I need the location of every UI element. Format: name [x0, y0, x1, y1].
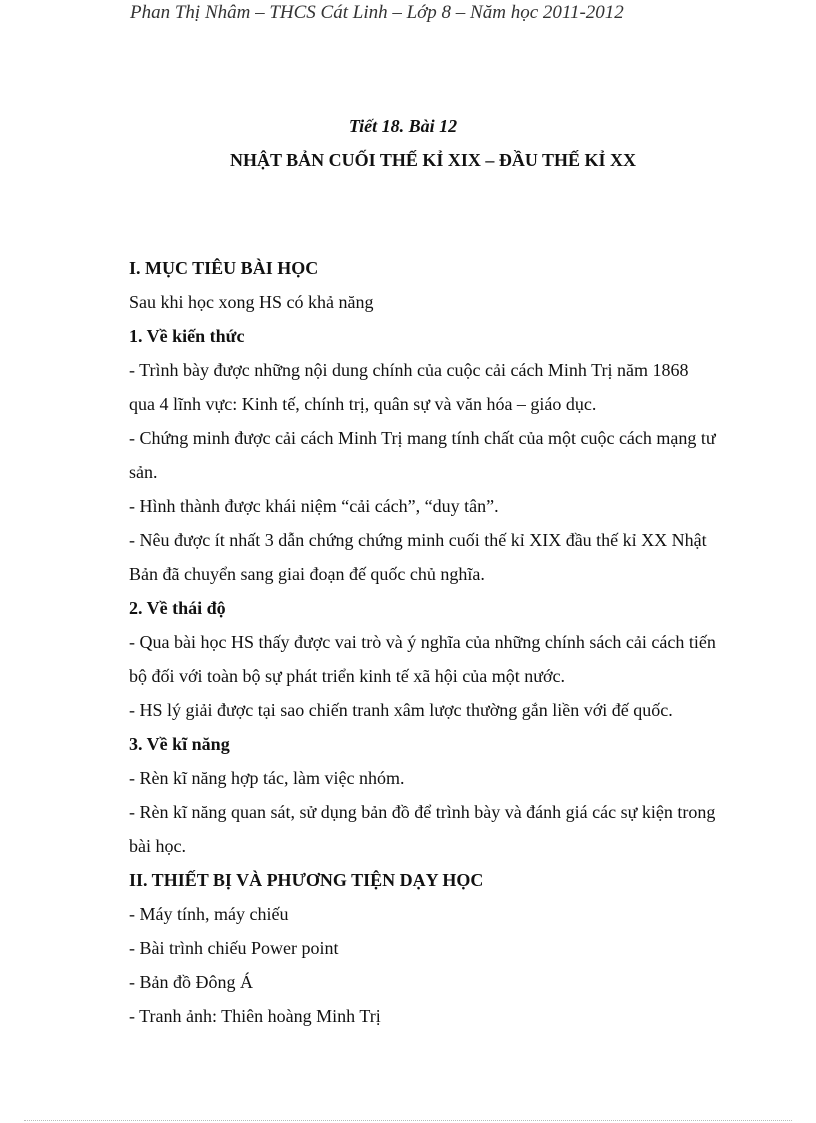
attitude-item-2: - HS lý giải được tại sao chiến tranh xâm lược thường gắn liền với đế quốc.	[129, 700, 673, 720]
lesson-number: Tiết 18. Bài 12	[348, 116, 458, 136]
section-heading-equipment: II. THIẾT BỊ VÀ PHƯƠNG TIỆN DẠY HỌC	[129, 870, 484, 890]
subheading-attitude: 2. Về thái độ	[129, 598, 226, 618]
knowledge-item-1-line-2: qua 4 lĩnh vực: Kinh tế, chính trị, quân sự và văn hóa – giáo dục.	[129, 394, 597, 414]
equipment-item-4: - Tranh ảnh: Thiên hoàng Minh Trị	[129, 1006, 381, 1026]
knowledge-item-2-line-1: - Chứng minh được cải cách Minh Trị mang tính chất của một cuộc cách mạng tư	[129, 428, 716, 448]
objectives-intro: Sau khi học xong HS có khả năng	[129, 292, 374, 312]
equipment-item-3: - Bản đồ Đông Á	[129, 972, 253, 992]
subheading-skills: 3. Về kĩ năng	[129, 734, 230, 754]
knowledge-item-2-line-2: sản.	[129, 462, 158, 482]
equipment-item-2: - Bài trình chiếu Power point	[129, 938, 339, 958]
lesson-title: NHẬT BẢN CUỐI THẾ KỈ XIX – ĐẦU THẾ KỈ XX	[229, 150, 637, 170]
skills-item-1: - Rèn kĩ năng hợp tác, làm việc nhóm.	[129, 768, 405, 788]
page-header: Phan Thị Nhâm – THCS Cát Linh – Lớp 8 – Năm học 2011-2012	[130, 2, 624, 23]
equipment-item-1: - Máy tính, máy chiếu	[129, 904, 289, 924]
subheading-knowledge: 1. Về kiến thức	[129, 326, 245, 346]
knowledge-item-3: - Hình thành được khái niệm “cải cách”, “duy tân”.	[129, 496, 499, 516]
skills-item-2-line-1: - Rèn kĩ năng quan sát, sử dụng bản đồ để trình bày và đánh giá các sự kiện trong	[129, 802, 716, 822]
knowledge-item-1-line-1: - Trình bày được những nội dung chính của cuộc cải cách Minh Trị năm 1868	[129, 360, 689, 380]
section-heading-objectives: I. MỤC TIÊU BÀI HỌC	[129, 258, 319, 278]
knowledge-item-4-line-2: Bản đã chuyển sang giai đoạn đế quốc chủ nghĩa.	[129, 564, 485, 584]
document-body	[129, 251, 741, 1033]
skills-item-2-line-2: bài học.	[129, 836, 186, 856]
attitude-item-1-line-2: bộ đối với toàn bộ sự phát triển kinh tế xã hội của một nước.	[129, 666, 565, 686]
knowledge-item-4-line-1: - Nêu được ít nhất 3 dẫn chứng chứng minh cuối thế kỉ XIX đầu thế kỉ XX Nhật	[129, 530, 707, 550]
attitude-item-1-line-1: - Qua bài học HS thấy được vai trò và ý nghĩa của những chính sách cải cách tiến	[129, 632, 716, 652]
footer-divider	[24, 1120, 792, 1121]
